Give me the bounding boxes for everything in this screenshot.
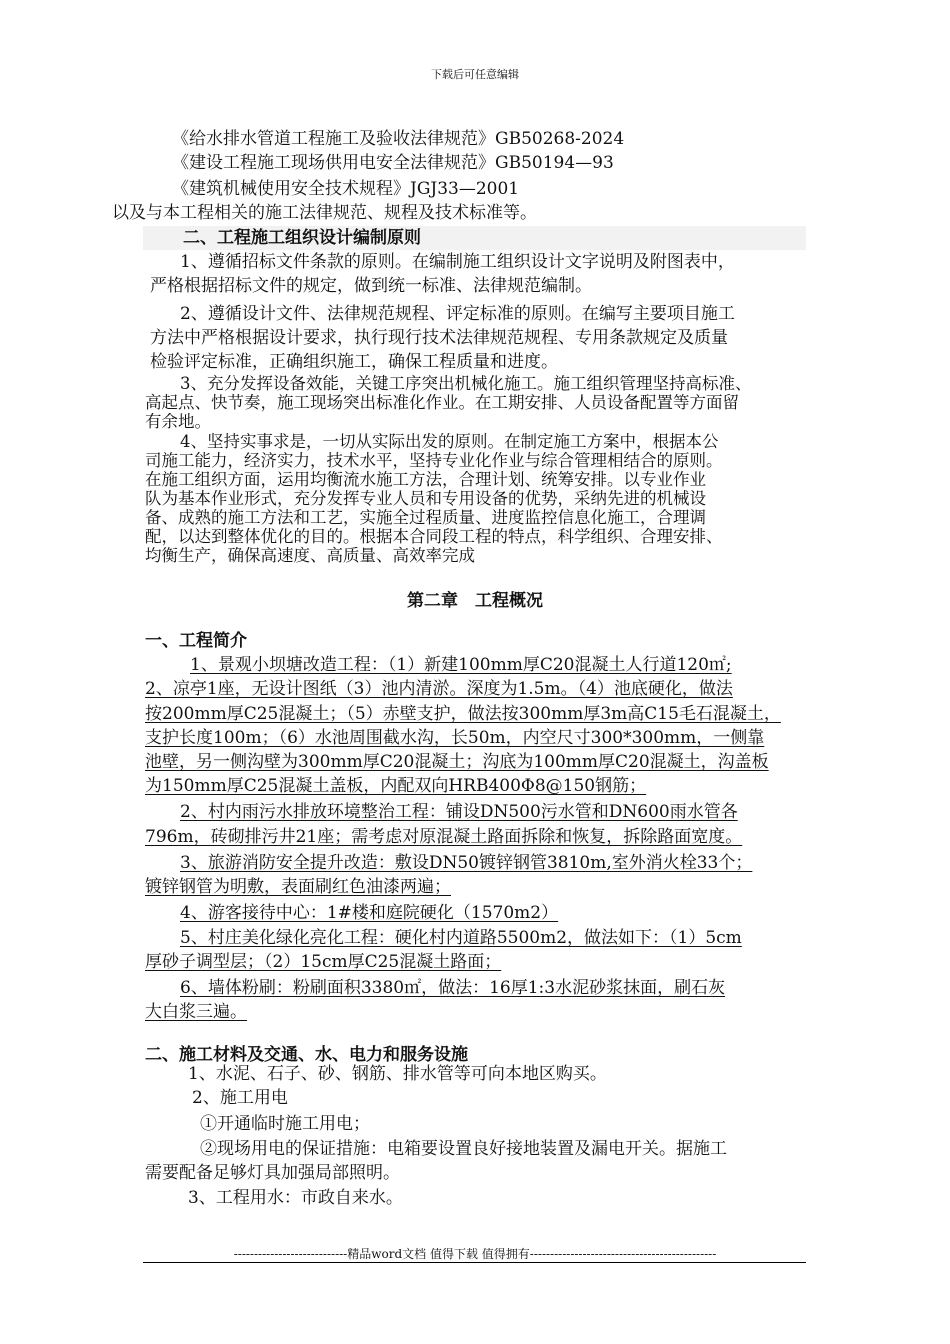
paragraph-line: 2、施工用电	[192, 1088, 288, 1108]
paragraph-line: 4、游客接待中心：1#楼和庭院硬化（1570m2）	[180, 903, 559, 923]
paragraph-line: 3、旅游消防安全提升改造：敷设DN50镀锌钢管3810m,室外消火栓33个；	[180, 853, 753, 873]
section-heading: 二、工程施工组织设计编制原则	[183, 228, 421, 248]
paragraph-line: 司施工能力，经济实力，技术水平，坚持专业化作业与综合管理相结合的原则。	[145, 451, 723, 470]
paragraph-line: 796m，砖砌排污井21座；需考虑对原混凝土路面拆除和恢复，拆除路面宽度。	[145, 827, 743, 847]
paragraph-line: 队为基本作业形式，充分发挥专业人员和专用设备的优势，采纳先进的机械设	[145, 489, 706, 508]
standard-line: 以及与本工程相关的施工法律规范、规程及技术标准等。	[112, 203, 537, 223]
paragraph-line: ①开通临时施工用电；	[200, 1114, 370, 1134]
paragraph-line: 池壁，另一侧沟壁为300mm厚C20混凝土；沟底为100mm厚C20混凝土，沟盖板	[145, 752, 769, 772]
paragraph-line: 备、成熟的施工方法和工艺，实施全过程质量、进度监控信息化施工，合理调	[145, 508, 706, 527]
paragraph-line: 3、工程用水：市政自来水。	[188, 1188, 403, 1208]
paragraph-line: 1、遵循招标文件条款的原则。在编制施工组织设计文字说明及附图表中，	[180, 252, 735, 272]
footer-rule	[143, 1262, 806, 1263]
page-footer: ----------------------------精品word文档 值得下载 值得拥有----------------------------------------------	[233, 1247, 717, 1261]
paragraph-line: 1、景观小坝塘改造工程：（1）新建100mm厚C20混凝土人行道120㎡;	[190, 655, 732, 675]
paragraph-line: 严格根据招标文件的规定，做到统一标准、法律规范编制。	[150, 276, 592, 296]
paragraph-line: 镀锌钢管为明敷，表面刷红色油漆两遍；	[145, 877, 451, 897]
standard-line: 《给水排水管道工程施工及验收法律规范》GB50268-2024	[172, 129, 625, 149]
paragraph-line: 4、坚持实事求是，一切从实际出发的原则。在制定施工方案中，根据本公	[180, 432, 719, 451]
standard-line: 《建筑机械使用安全技术规程》JGJ33—2001	[172, 179, 520, 199]
paragraph-line: 按200mm厚C25混凝土；（5）赤壁支护，做法按300mm厚3m高C15毛石混凝土，	[145, 704, 781, 724]
paragraph-line: 厚砂子调型层；（2）15cm厚C25混凝土路面；	[145, 952, 502, 972]
paragraph-line: 配，以达到整体优化的目的。根据本合同段工程的特点，科学组织、合理安排、	[145, 527, 723, 546]
page-header: 下载后可任意编辑	[431, 68, 519, 81]
paragraph-line: 支护长度100m；（6）水池周围截水沟，长50m，内空尺寸300*300mm，一侧靠	[145, 728, 765, 748]
paragraph-line: ②现场用电的保证措施：电箱要设置良好接地装置及漏电开关。据施工	[200, 1139, 727, 1159]
paragraph-line: 高起点、快节奏，施工现场突出标准化作业。在工期安排、人员设备配置等方面留	[145, 393, 739, 412]
paragraph-line: 在施工组织方面，运用均衡流水施工方法，合理计划、统筹安排。以专业作业	[145, 470, 706, 489]
paragraph-line: 6、墙体粉刷：粉刷面积3380㎡，做法：16厚1:3水泥砂浆抹面，刷石灰	[180, 978, 726, 998]
chapter-title: 第二章 工程概况	[407, 591, 543, 611]
paragraph-line: 2、遵循设计文件、法律规范规程、评定标准的原则。在编写主要项目施工	[180, 304, 735, 324]
paragraph-line: 5、村庄美化绿化亮化工程：硬化村内道路5500m2，做法如下：（1）5cm	[180, 928, 742, 948]
paragraph-line: 2、凉亭1座，无设计图纸（3）池内清淤。深度为1.5m。（4）池底硬化，做法	[145, 679, 733, 699]
section-heading: 一、工程简介	[145, 631, 247, 651]
paragraph-line: 大白浆三遍。	[145, 1002, 247, 1022]
paragraph-line: 均衡生产，确保高速度、高质量、高效率完成	[145, 546, 475, 565]
paragraph-line: 方法中严格根据设计要求，执行现行技术法律规范规程、专用条款规定及质量	[150, 328, 728, 348]
paragraph-line: 有余地。	[145, 412, 211, 431]
paragraph-line: 为150mm厚C25混凝土盖板，内配双向HRB400Φ8@150钢筋；	[145, 776, 647, 796]
paragraph-line: 检验评定标准，正确组织施工，确保工程质量和进度。	[150, 352, 558, 372]
paragraph-line: 1、水泥、石子、砂、钢筋、排水管等可向本地区购买。	[188, 1064, 607, 1084]
paragraph-line: 2、村内雨污水排放环境整治工程：铺设DN500污水管和DN600雨水管各	[180, 802, 738, 822]
section-heading: 二、施工材料及交通、水、电力和服务设施	[145, 1045, 468, 1065]
standard-line: 《建设工程施工现场供用电安全法律规范》GB50194—93	[172, 153, 614, 173]
paragraph-line: 需要配备足够灯具加强局部照明。	[145, 1163, 400, 1183]
paragraph-line: 3、充分发挥设备效能，关键工序突出机械化施工。施工组织管理坚持高标准、	[180, 374, 752, 393]
